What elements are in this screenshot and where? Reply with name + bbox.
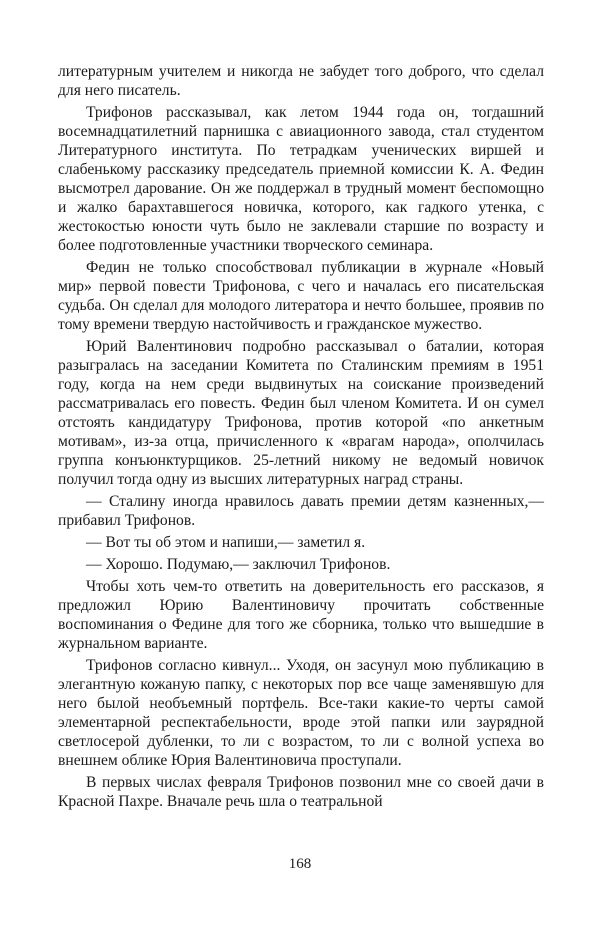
dialogue-line: — Вот ты об этом и напиши,— заметил я. (86, 534, 366, 551)
paragraph-continued: литературным учителем и никогда не забудет того доброго, что сделал для него писатель. (58, 63, 544, 99)
dialogue-line: — Хорошо. Подумаю,— заключил Трифонов. (86, 556, 391, 573)
paragraph: Юрий Валентинович подробно рассказывал о баталии, которая разыгралась на заседании Комитета по Сталинским премиям в 1951 году, когда на нем среди выдвинутых на соискание произведений рассматривалась его повесть. Федин был членом Комитета. И он сумел отстоять кандидатуру Трифонова, против которой «по анкетным мотивам», из-за отца, причисленного к «врагам народа», ополчилась группа конъюнктурщиков. 25-летний никому не ведомый новичок получил тогда одну из высших литературных наград страны. (58, 338, 544, 488)
page-number: 168 (288, 856, 312, 872)
paragraph: Трифонов согласно кивнул... Уходя, он засунул мою публикацию в элегантную кожаную папку, с некоторых пор все чаще заменявшую для него былой необъемный портфель. Все-таки какие-то черты самой элементарной респектабельности, вроде этой папки или заурядной светлосерой дубленки, то ли с возрастом, то ли с волной успеха во внешнем облике Юрия Валентиновича проступали. (58, 657, 544, 769)
paragraph: Чтобы хоть чем-то ответить на доверительность его рассказов, я предложил Юрию Валентиновичу прочитать собственные воспоминания о Федине для того же сборника, только что вышедшие в журнальном варианте. (58, 578, 544, 652)
paragraph: Федин не только способствовал публикации в журнале «Новый мир» первой повести Трифонова, с чего и началась его писательская судьба. Он сделал для молодого литератора и нечто большее, проявив по тому времени твердую настойчивость и гражданское мужество. (58, 259, 544, 333)
paragraph: В первых числах февраля Трифонов позвонил мне со своей дачи в Красной Пахре. Вначале речь шла о театральной (58, 774, 544, 810)
dialogue-line: — Сталину иногда нравилось давать премии детям казненных,— прибавил Трифонов. (58, 493, 544, 529)
page-body (58, 62, 544, 814)
paragraph: Трифонов рассказывал, как летом 1944 года он, тогдашний восемнадцатилетний парнишка с авиационного завода, стал студентом Литературного института. По тетрадкам ученических виршей и слабенькому рассказику председатель приемной комиссии К. А. Федин высмотрел дарование. Он же поддержал в трудный момент беспомощно и жалко барахтавшегося новичка, которого, как гадкого утенка, с жестокостью юности чуть было не заклевали старшие по возрасту и более подготовленные участники творческого семинара. (58, 104, 544, 254)
